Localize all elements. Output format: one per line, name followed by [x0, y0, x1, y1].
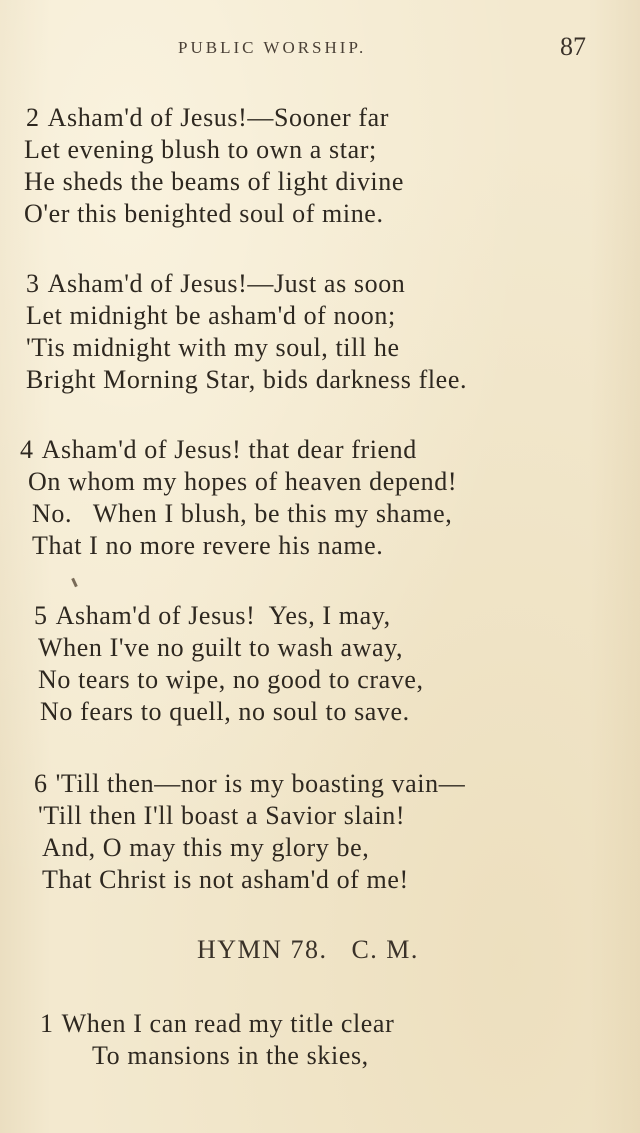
line-text: Asham'd of Jesus! Yes, I may, [55, 601, 391, 630]
stanza-line [40, 1008, 394, 1040]
line-text: Asham'd of Jesus!—Sooner far [47, 103, 389, 132]
hymn-heading: HYMN 78. C. M. [197, 935, 419, 964]
stanza-line: No tears to wipe, no good to crave, [38, 665, 424, 694]
stanza-number: 4 [20, 435, 34, 464]
stanza-line [34, 600, 391, 632]
stanza-line: No fears to quell, no soul to save. [40, 697, 410, 726]
stanza-line: Let evening blush to own a star; [24, 135, 377, 164]
stanza-line: When I've no guilt to wash away, [38, 633, 404, 662]
stanza-line: 'Till then I'll boast a Savior slain! [38, 801, 406, 830]
stanza-line: He sheds the beams of light divine [24, 167, 404, 196]
stanza-line [34, 768, 465, 800]
stanza-line: 'Tis midnight with my soul, till he [26, 333, 400, 362]
page-header [0, 34, 640, 64]
stanza-line: Let midnight be asham'd of noon; [26, 301, 396, 330]
line-text: Asham'd of Jesus!—Just as soon [47, 269, 406, 298]
stanza-line: On whom my hopes of heaven depend! [28, 467, 458, 496]
running-title: PUBLIC WORSHIP. [178, 38, 367, 57]
stanza-number: 6 [34, 769, 48, 798]
stanza-line: That I no more revere his name. [32, 531, 384, 560]
stanza-line: That Christ is not asham'd of me! [42, 865, 409, 894]
stanza-number: 3 [26, 269, 40, 298]
line-text: When I can read my title clear [61, 1009, 395, 1038]
stanza-line [26, 102, 389, 134]
stanza-number: 1 [40, 1009, 54, 1038]
line-text: 'Till then—nor is my boasting vain— [55, 769, 466, 798]
ink-mark [71, 578, 78, 587]
stanza-line [26, 268, 405, 300]
line-text: Asham'd of Jesus! that dear friend [41, 435, 417, 464]
stanza-number: 5 [34, 601, 48, 630]
stanza-line: To mansions in the skies, [92, 1041, 369, 1070]
stanza-line: No. When I blush, be this my shame, [32, 499, 453, 528]
stanza-number: 2 [26, 103, 40, 132]
stanza-line: And, O may this my glory be, [42, 833, 370, 862]
stanza-line: O'er this benighted soul of mine. [24, 199, 384, 228]
stanza-line [20, 434, 417, 466]
stanza-line: Bright Morning Star, bids darkness flee. [26, 365, 468, 394]
page-number: 87 [560, 32, 586, 61]
